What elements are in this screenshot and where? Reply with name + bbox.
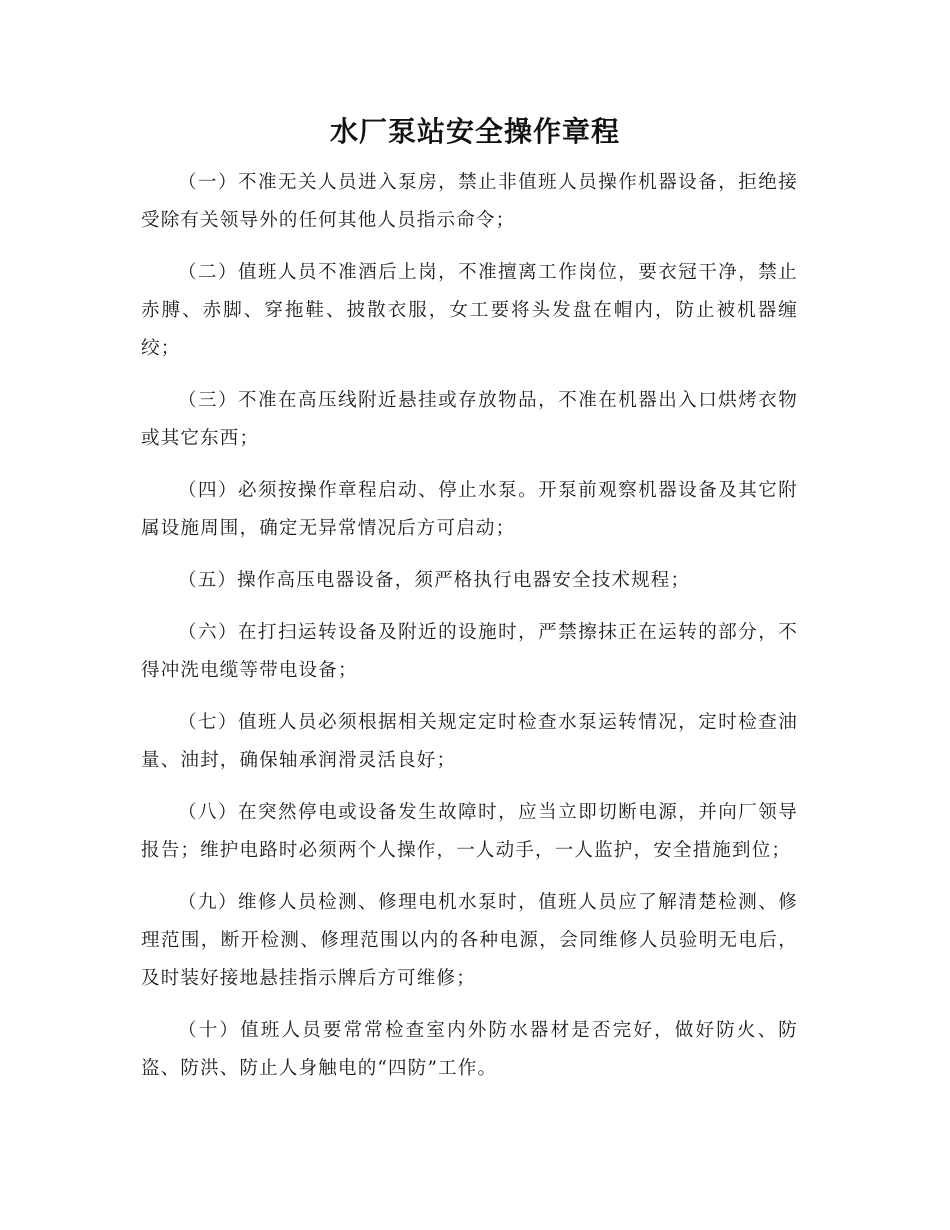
clause-9: （九）维修人员检测、修理电机水泵时，值班人员应了解清楚检测、修理范围，断开检测、修理范围以内的各种电源，会同维修人员验明无电后，及时装好接地悬挂指示牌后方可维修； xyxy=(141,892,798,989)
clause-4: （四）必须按操作章程启动、停止水泵。开泵前观察机器设备及其它附属设施周围，确定无异常情况后方可启动； xyxy=(141,480,798,539)
clause-1: （一）不准无关人员进入泵房，禁止非值班人员操作机器设备，拒绝接受除有关领导外的任何其他人员指示命令； xyxy=(141,172,798,231)
clause-8: （八）在突然停电或设备发生故障时，应当立即切断电源，并向厂领导报告；维护电路时必须两个人操作，一人动手，一人监护，安全措施到位； xyxy=(141,802,798,861)
clause-6: （六）在打扫运转设备及附近的设施时，严禁擦抹正在运转的部分，不得冲洗电缆等带电设备； xyxy=(141,622,798,681)
clause-5: （五）操作高压电器设备，须严格执行电器安全技术规程； xyxy=(178,570,691,591)
clause-3: （三）不准在高压线附近悬挂或存放物品，不准在机器出入口烘烤衣物或其它东西； xyxy=(141,390,798,449)
clause-7: （七）值班人员必须根据相关规定定时检查水泵运转情况，定时检查油量、油封，确保轴承润滑灵活良好； xyxy=(141,712,798,771)
clause-2: （二）值班人员不准酒后上岗，不准擅离工作岗位，要衣冠干净，禁止赤膊、赤脚、穿拖鞋、披散衣服，女工要将头发盘在帽内，防止被机器缠绞； xyxy=(141,262,798,359)
document-body xyxy=(141,164,798,1102)
clause-10: （十）值班人员要常常检查室内外防水器材是否完好，做好防火、防盗、防洪、防止人身触电的“四防”工作。 xyxy=(141,1020,798,1079)
document-title: 水厂泵站安全操作章程 xyxy=(329,115,620,148)
